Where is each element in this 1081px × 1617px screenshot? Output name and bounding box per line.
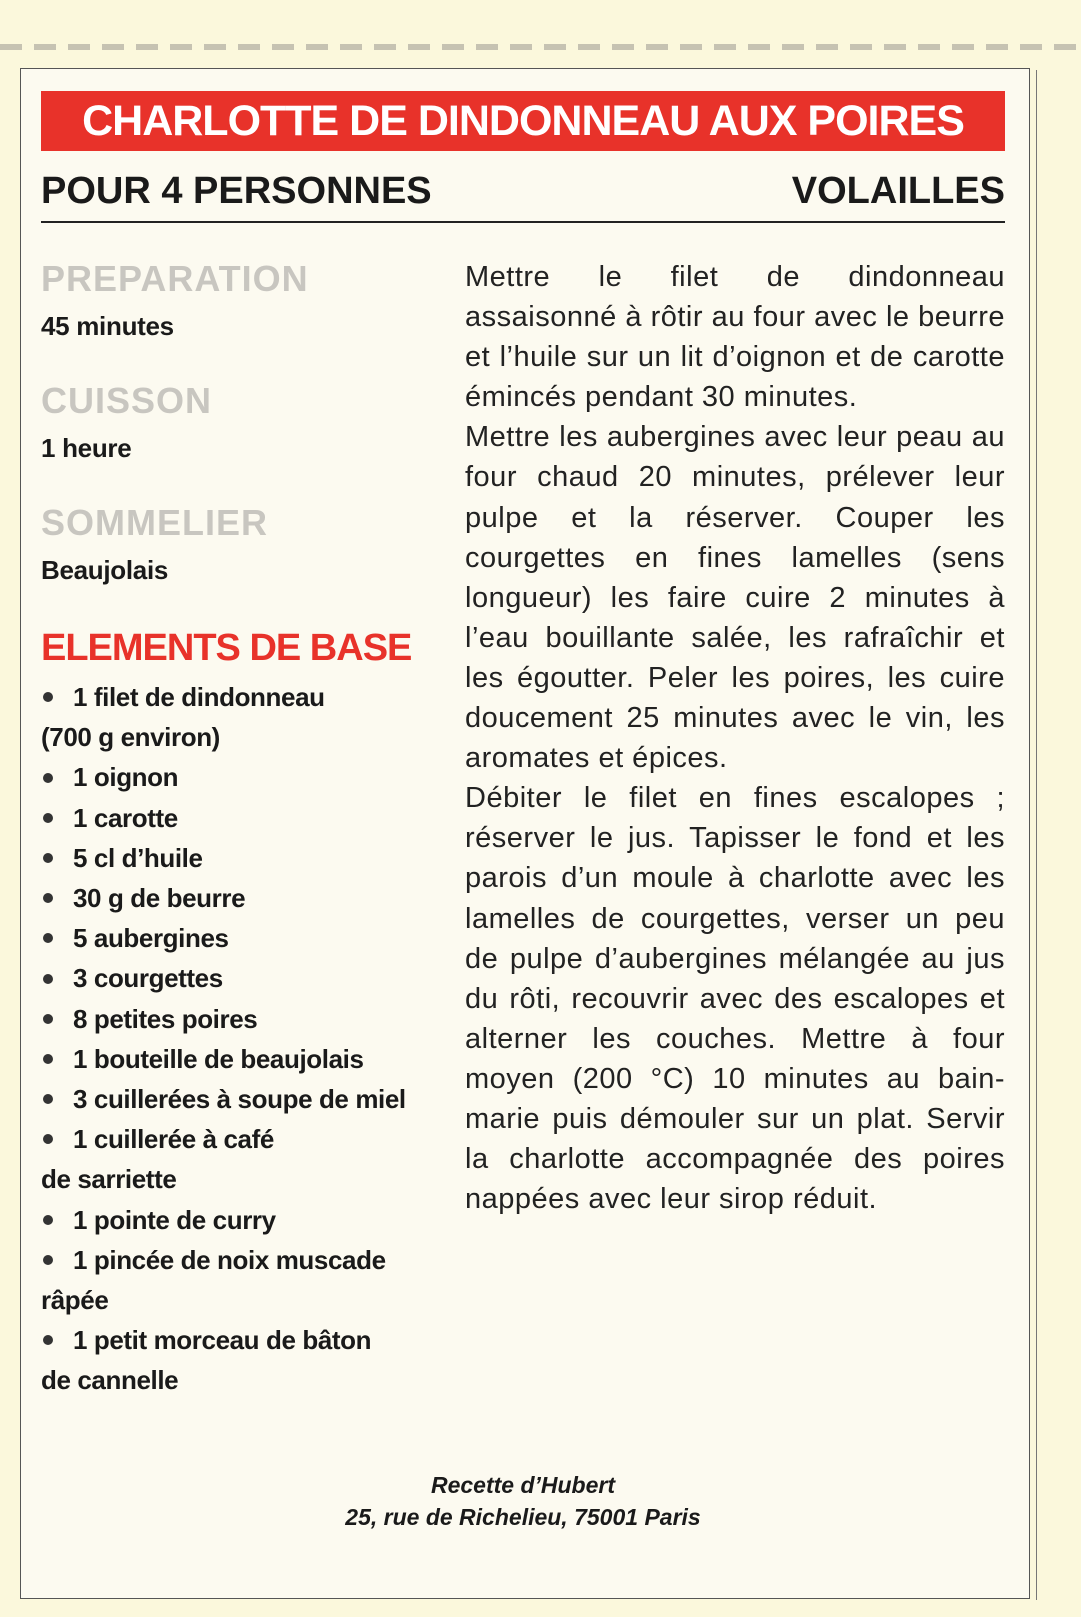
ingredient-text: 5 cl d’huile bbox=[73, 842, 203, 873]
credit-name: Recette d’Hubert bbox=[430, 1472, 616, 1498]
ingredient-item bbox=[41, 958, 451, 998]
bullet-icon bbox=[43, 974, 53, 984]
ingredient-text: 1 carotte bbox=[73, 802, 178, 833]
preparation-label: PREPARATION bbox=[41, 258, 309, 299]
credit-address: 25, rue de Richelieu, 75001 Paris bbox=[345, 1504, 701, 1530]
ingredient-text: (700 g environ) bbox=[41, 722, 220, 753]
bullet-icon bbox=[43, 1335, 53, 1345]
ingredient-item bbox=[41, 757, 451, 797]
ingredient-text: 1 pincée de noix muscade bbox=[73, 1244, 386, 1275]
ingredient-item bbox=[41, 1119, 451, 1159]
preparation-value: 45 minutes bbox=[41, 311, 174, 341]
ingredient-text: 8 petites poires bbox=[73, 1003, 258, 1034]
ingredient-item bbox=[41, 677, 451, 717]
ingredient-text: 1 bouteille de beaujolais bbox=[73, 1043, 364, 1074]
bullet-icon bbox=[43, 1094, 53, 1104]
ingredient-text: 30 g de beurre bbox=[73, 883, 246, 914]
servings: POUR 4 PERSONNES bbox=[41, 170, 432, 212]
ingredient-item bbox=[41, 918, 451, 958]
sommelier-value: Beaujolais bbox=[41, 555, 169, 585]
ingredient-text: de cannelle bbox=[41, 1365, 179, 1396]
ingredient-text: 3 courgettes bbox=[73, 963, 223, 994]
ingredient-item-continuation bbox=[41, 1159, 451, 1199]
ingredient-item bbox=[41, 1039, 451, 1079]
ingredient-text: 3 cuillerées à soupe de miel bbox=[73, 1084, 406, 1115]
ingredient-item bbox=[41, 838, 451, 878]
ingredient-text: 1 pointe de curry bbox=[73, 1204, 276, 1235]
ingredient-text: 1 cuillerée à café bbox=[73, 1124, 274, 1155]
instruction-paragraph: Mettre le filet de dindonneau assaisonné à rôtir au four avec le beurre et l’huile sur un lit d’oignon et de carotte émincés pendant 30 minutes. bbox=[465, 261, 1005, 414]
sommelier-label: SOMMELIER bbox=[41, 502, 269, 543]
ingredient-item-continuation bbox=[41, 1360, 451, 1400]
ingredients-heading: ELEMENTS DE BASE bbox=[41, 627, 412, 669]
recipe-card bbox=[20, 68, 1030, 1599]
info-column bbox=[41, 257, 451, 1401]
ingredients-list bbox=[41, 677, 451, 1401]
ingredient-item bbox=[41, 1079, 451, 1119]
adjacent-card-edge bbox=[1036, 70, 1081, 1600]
bullet-icon bbox=[43, 1014, 53, 1024]
recipe-title: CHARLOTTE DE DINDONNEAU AUX POIRES bbox=[41, 91, 1005, 151]
bullet-icon bbox=[43, 1054, 53, 1064]
bullet-icon bbox=[43, 1215, 53, 1225]
bullet-icon bbox=[43, 893, 53, 903]
ingredient-item bbox=[41, 798, 451, 838]
ingredient-text: 1 oignon bbox=[73, 762, 179, 793]
bullet-icon bbox=[43, 853, 53, 863]
bullet-icon bbox=[43, 933, 53, 943]
ingredient-item bbox=[41, 1200, 451, 1240]
cuisson-label: CUISSON bbox=[41, 380, 213, 421]
recipe-credit bbox=[41, 1469, 1005, 1533]
instruction-paragraph: Mettre les aubergines avec leur peau au four chaud 20 minutes, prélever leur pulpe et la réserver. Couper les courgettes en fines lamelles (sens longueur) les faire cuire 2 minutes à l’eau bouillante salée, les rafraîchir et les égoutter. Peler les poires, les cuire doucement 25 minutes avec le vin, les aromates et épices. bbox=[465, 421, 1005, 775]
ingredient-item bbox=[41, 878, 451, 918]
category: VOLAILLES bbox=[791, 170, 1005, 212]
bullet-icon bbox=[43, 1255, 53, 1265]
instructions-column bbox=[465, 257, 1005, 1219]
bullet-icon bbox=[43, 1134, 53, 1144]
cuisson-value: 1 heure bbox=[41, 433, 132, 463]
instruction-paragraph: Débiter le filet en fines escalopes ; réserver le jus. Tapisser le fond et les parois d’un moule à charlotte avec les lamelles de courgettes, verser un peu de pulpe d’aubergines mélangée au jus du rôti, recouvrir avec des escalopes et alterner les couches. Mettre à four moyen (200 °C) 10 minutes au bain-marie puis démouler sur un plat. Servir la charlotte accompagnée des poires nappées avec leur sirop réduit. bbox=[465, 782, 1005, 1216]
ingredient-text: râpée bbox=[41, 1285, 109, 1316]
ingredient-item-continuation bbox=[41, 1280, 451, 1320]
ingredient-item bbox=[41, 1240, 451, 1280]
subtitle-bar bbox=[41, 161, 1005, 223]
bullet-icon bbox=[43, 813, 53, 823]
ingredient-text: de sarriette bbox=[41, 1164, 177, 1195]
ingredient-item bbox=[41, 999, 451, 1039]
ingredient-item bbox=[41, 1320, 451, 1360]
ingredient-text: 5 aubergines bbox=[73, 923, 229, 954]
ingredient-item-continuation bbox=[41, 717, 451, 757]
ingredient-text: 1 petit morceau de bâton bbox=[73, 1325, 372, 1356]
bullet-icon bbox=[43, 692, 53, 702]
ingredient-text: 1 filet de dindonneau bbox=[73, 682, 325, 712]
top-dashed-border bbox=[0, 44, 1081, 50]
bullet-icon bbox=[43, 773, 53, 783]
